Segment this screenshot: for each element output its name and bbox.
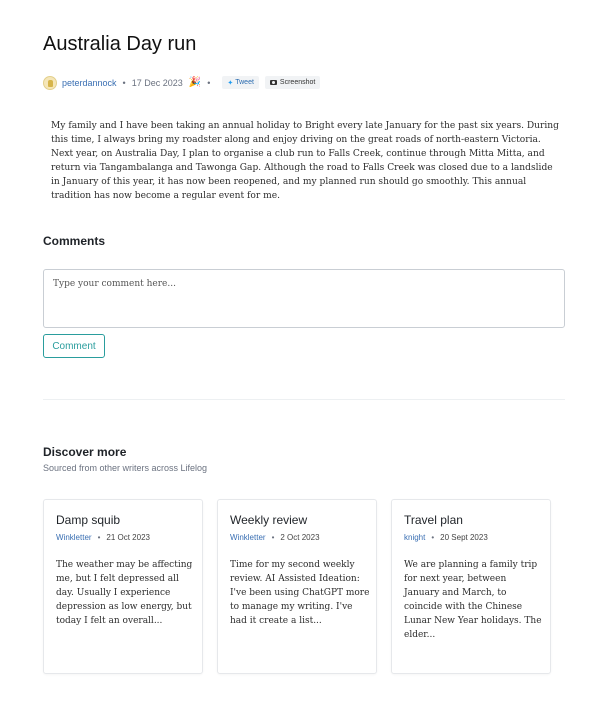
discover-card[interactable] <box>217 499 377 674</box>
card-date: 20 Sept 2023 <box>440 533 488 542</box>
camera-icon <box>270 80 277 85</box>
avatar-icon[interactable] <box>43 76 57 90</box>
card-date: 2 Oct 2023 <box>280 533 320 542</box>
card-excerpt: Time for my second weekly review. AI Assisted Ideation: I've been using ChatGPT more to manage my writing. I've had it create a list... <box>230 560 370 626</box>
tweet-button[interactable] <box>222 76 259 89</box>
card-meta <box>404 533 488 542</box>
card-title[interactable]: Weekly review <box>230 513 308 527</box>
screenshot-label: Screenshot <box>279 79 316 86</box>
separator-dot: • <box>431 533 435 542</box>
card-excerpt: The weather may be affecting me, but I felt depressed all day. Usually I experience depression as low energy, but today I felt an overall... <box>56 560 193 626</box>
card-author-link[interactable]: knight <box>404 533 426 542</box>
card-meta <box>230 533 320 542</box>
card-author-link[interactable]: Winkletter <box>230 533 266 542</box>
discover-subtitle: Sourced from other writers across Lifelog <box>43 463 208 473</box>
discover-card[interactable] <box>43 499 203 674</box>
page-title: Australia Day run <box>43 33 197 55</box>
separator-dot: • <box>271 533 275 542</box>
comment-input[interactable]: Type your comment here... <box>43 269 565 328</box>
comments-heading: Comments <box>43 234 106 248</box>
screenshot-button[interactable] <box>265 76 320 89</box>
discover-card[interactable] <box>391 499 551 674</box>
card-excerpt: We are planning a family trip for next year, between January and March, to coincide with the Chinese Lunar New Year holidays. The elder... <box>404 560 542 640</box>
author-link[interactable]: peterdannock <box>62 77 117 88</box>
card-author-link[interactable]: Winkletter <box>56 533 92 542</box>
card-date: 21 Oct 2023 <box>106 533 150 542</box>
post-meta <box>43 74 320 91</box>
card-title[interactable]: Travel plan <box>404 513 463 527</box>
discover-heading: Discover more <box>43 445 127 459</box>
card-title[interactable]: Damp squib <box>56 513 121 527</box>
tweet-label: Tweet <box>235 79 254 86</box>
comment-button[interactable]: Comment <box>43 334 105 358</box>
card-meta <box>56 533 150 542</box>
separator-dot: • <box>122 77 126 88</box>
party-popper-icon: 🎉 <box>188 77 202 88</box>
post-body: My family and I have been taking an annual holiday to Bright every late January for the past six years. During this time, I always bring my roadster along and enjoy driving on the great roads of north-eastern Victoria. Next year, on Australia Day, I plan to organise a club run to Falls Creek, continue through Mitta Mitta, and return via Tangambalanga and Tawonga Gap. Although the road to Falls Creek was closed due to a landslide in January of this year, it has now been reopened, and my planned run should go smoothly. This annual tradition has now become a regular event for me. <box>51 121 559 201</box>
separator-dot: • <box>207 77 211 88</box>
section-divider <box>43 399 565 400</box>
separator-dot: • <box>97 533 101 542</box>
post-date: 17 Dec 2023 <box>131 77 183 88</box>
bird-icon: ✦ <box>227 79 234 87</box>
